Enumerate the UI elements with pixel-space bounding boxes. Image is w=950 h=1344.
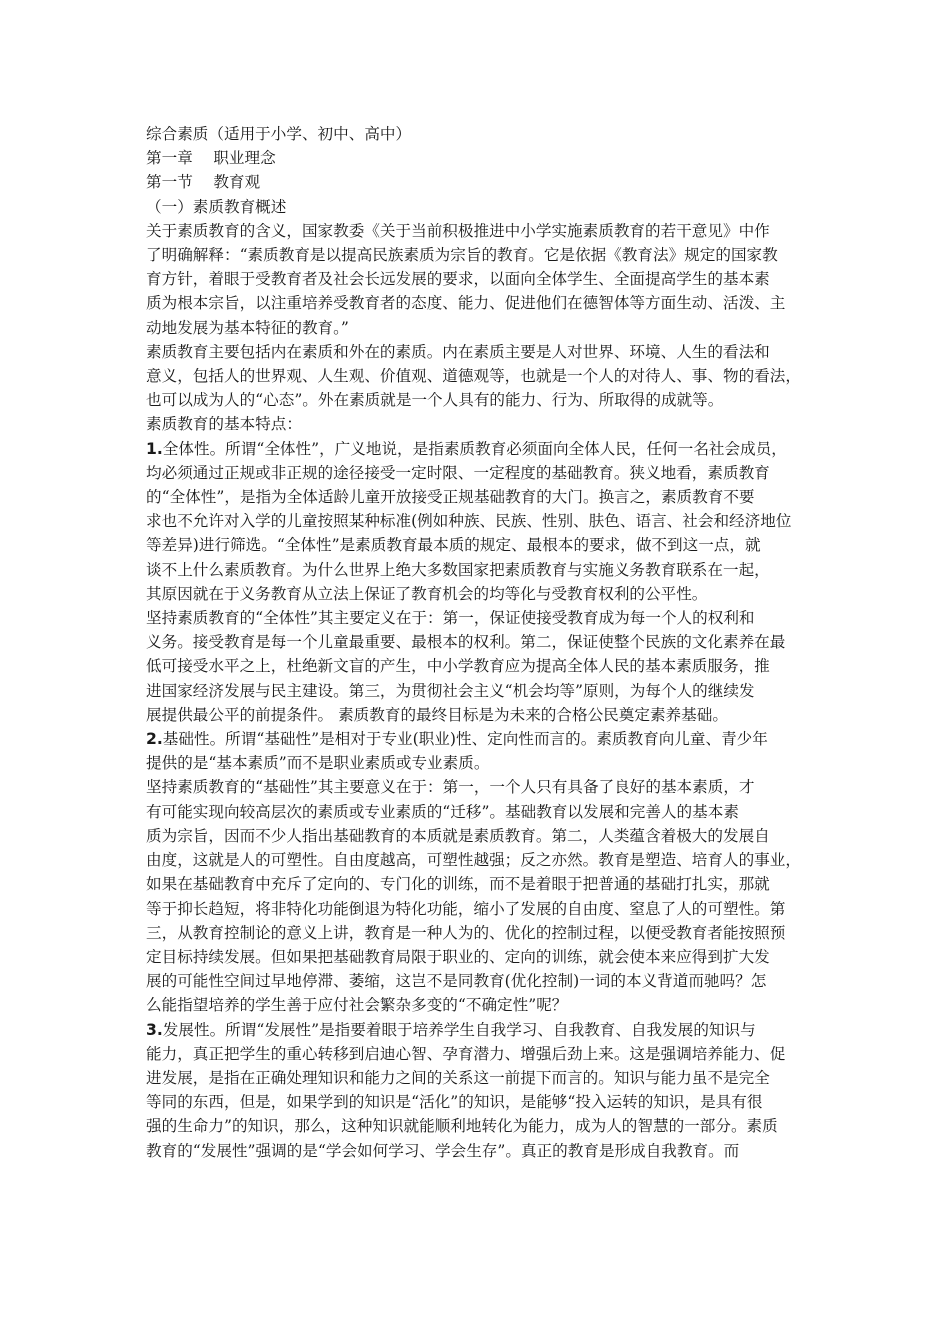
text-line — [146, 679, 816, 703]
text-line — [146, 388, 816, 412]
paragraph — [146, 1018, 816, 1163]
line-text: 素质教育的基本特点： — [146, 415, 302, 434]
paragraph — [146, 606, 816, 727]
text-line — [146, 437, 816, 461]
line-text: 动地发展为基本特征的教育。” — [146, 318, 349, 337]
line-text: 其原因就在于义务教育从立法上保证了教育机会的均等化与受教育权利的公平性。 — [146, 584, 708, 603]
line-text: 坚持素质教育的“基础性”其主要意义在于：第一，一个人只有具备了良好的基本素质，才 — [146, 778, 755, 797]
line-text: 义务。接受教育是每一个儿童最重要、最根本的权利。第二，保证使整个民族的文化素养在最 — [146, 633, 786, 652]
text-line — [146, 606, 816, 630]
paragraph — [146, 437, 816, 606]
text-line — [146, 1114, 816, 1138]
line-text: 等差异)进行筛选。“全体性”是素质教育最本质的规定、最根本的要求，做不到这一点，就 — [146, 536, 761, 555]
text-line — [146, 291, 816, 315]
text-line — [146, 897, 816, 921]
line-text: 均必须通过正规或非正规的途径接受一定时限、一定程度的基础教育。狭义地看，素质教育 — [146, 463, 770, 482]
text-line — [146, 727, 816, 751]
line-text: 素质教育主要包括内在素质和外在的素质。内在素质主要是人对世界、环境、人生的看法和 — [146, 342, 770, 361]
line-text: 由度，这就是人的可塑性。自由度越高，可塑性越强；反之亦然。教育是塑造、培育人的事业， — [146, 851, 801, 870]
text-line — [146, 993, 816, 1017]
text-line — [146, 848, 816, 872]
text-line — [146, 267, 816, 291]
line-text: 求也不允许对入学的儿童按照某种标准(例如种族、民族、性别、肤色、语言、社会和经济地位 — [146, 512, 792, 531]
line-text: 的“全体性”，是指为全体适龄儿童开放接受正规基础教育的大门。换言之，素质教育不要 — [146, 488, 755, 507]
line-text: 定目标持续发展。但如果把基础教育局限于职业的、定向的训练，就会使本来应得到扩大发 — [146, 947, 770, 966]
line-text: 教育的“发展性”强调的是“学会如何学习、学会生存”。真正的教育是形成自我教育。而 — [146, 1141, 740, 1160]
line-text: 发展性。所谓“发展性”是指要着眼于培养学生自我学习、自我教育、自我发展的知识与 — [162, 1020, 756, 1039]
line-text: 也可以成为人的“心态”。外在素质就是一个人具有的能力、行为、所取得的成就等。 — [146, 391, 724, 410]
text-line — [146, 630, 816, 654]
document-title: 综合素质（适用于小学、初中、高中） — [146, 125, 412, 143]
chapter-heading: 第一章 职业理念 — [146, 149, 276, 168]
text-line — [146, 654, 816, 678]
list-number: 1. — [146, 439, 163, 458]
line-text: 关于素质教育的含义，国家教委《关于当前积极推进中小学实施素质教育的若干意见》中作 — [146, 221, 770, 240]
text-line — [146, 751, 816, 775]
line-text: 低可接受水平之上，杜绝新文盲的产生，中小学教育应为提高全体人民的基本素质服务，推 — [146, 657, 770, 676]
text-line — [146, 485, 816, 509]
document-page — [146, 122, 816, 1163]
subsection-heading: （一）素质教育概述 — [146, 197, 287, 216]
text-line — [146, 800, 816, 824]
text-line — [146, 1042, 816, 1066]
line-text: 能力，真正把学生的重心转移到启迪心智、孕育潜力、增强后劲上来。这是强调培养能力、促 — [146, 1044, 786, 1063]
line-text: 全体性。所谓“全体性”，广义地说，是指素质教育必须面向全体人民，任何一名社会成员， — [162, 439, 787, 458]
line-text: 育方针，着眼于受教育者及社会长远发展的要求，以面向全体学生、全面提高学生的基本素 — [146, 270, 770, 289]
line-text: 谈不上什么素质教育。为什么世界上绝大多数国家把素质教育与实施义务教育联系在一起， — [146, 560, 770, 579]
list-number: 2. — [146, 730, 163, 749]
line-text: 质为根本宗旨，以注重培养受教育者的态度、能力、促进他们在德智体等方面生动、活泼、主 — [146, 294, 786, 313]
line-text: 基础性。所谓“基础性”是相对于专业(职业)性、定向性而言的。素质教育向儿童、青少年 — [162, 730, 768, 749]
list-number: 3. — [146, 1020, 163, 1039]
paragraph — [146, 412, 816, 436]
text-line — [146, 461, 816, 485]
text-line — [146, 1018, 816, 1042]
paragraph — [146, 775, 816, 1017]
paragraph — [146, 219, 816, 340]
line-text: 进发展，是指在正确处理知识和能力之间的关系这一前提下而言的。知识与能力虽不是完全 — [146, 1068, 770, 1087]
text-line — [146, 921, 816, 945]
line-text: 意义，包括人的世界观、人生观、价值观、道德观等，也就是一个人的对待人、事、物的看法， — [146, 367, 801, 386]
text-line — [146, 412, 816, 436]
line-text: 等同的东西，但是，如果学到的知识是“活化”的知识，是能够“投入运转的知识，是具有很 — [146, 1093, 763, 1112]
text-line — [146, 969, 816, 993]
text-line — [146, 703, 816, 727]
body-text — [146, 219, 816, 1163]
text-line — [146, 219, 816, 243]
line-text: 强的生命力”的知识，那么，这种知识就能顺利地转化为能力，成为人的智慧的一部分。素质 — [146, 1117, 778, 1136]
text-line — [146, 509, 816, 533]
line-text: 等于抑长趋短，将非特化功能倒退为特化功能，缩小了发展的自由度、窒息了人的可塑性。第 — [146, 899, 786, 918]
text-line — [146, 316, 816, 340]
text-line — [146, 1139, 816, 1163]
paragraph — [146, 727, 816, 775]
text-line — [146, 582, 816, 606]
text-line — [146, 945, 816, 969]
text-line — [146, 558, 816, 582]
text-line — [146, 1090, 816, 1114]
line-text: 坚持素质教育的“全体性”其主要定义在于：第一，保证使接受教育成为每一个人的权利和 — [146, 609, 755, 628]
text-line — [146, 533, 816, 557]
line-text: 展的可能性空间过早地停滞、萎缩，这岂不是同教育(优化控制)一词的本义背道而驰吗？怎 — [146, 972, 767, 991]
line-text: 三，从教育控制论的意义上讲，教育是一种人为的、优化的控制过程，以便受教育者能按照预 — [146, 923, 786, 942]
line-text: 提供的是“基本素质”而不是职业素质或专业素质。 — [146, 754, 490, 773]
line-text: 么能指望培养的学生善于应付社会繁杂多变的“不确定性”呢？ — [146, 996, 568, 1015]
text-line — [146, 775, 816, 799]
text-line — [146, 872, 816, 896]
text-line — [146, 340, 816, 364]
paragraph — [146, 340, 816, 413]
line-text: 了明确解释：“素质教育是以提高民族素质为宗旨的教育。它是依据《教育法》规定的国家教 — [146, 246, 778, 265]
text-line — [146, 364, 816, 388]
line-text: 质为宗旨，因而不少人指出基础教育的本质就是素质教育。第二，人类蕴含着极大的发展自 — [146, 826, 770, 845]
section-heading: 第一节 教育观 — [146, 173, 261, 192]
text-line — [146, 824, 816, 848]
text-line — [146, 1066, 816, 1090]
line-text: 展提供最公平的前提条件。 素质教育的最终目标是为未来的合格公民奠定素养基础。 — [146, 705, 728, 724]
line-text: 进国家经济发展与民主建设。第三，为贯彻社会主义“机会均等”原则，为每个人的继续发 — [146, 681, 755, 700]
line-text: 有可能实现向较高层次的素质或专业素质的“迁移”。基础教育以发展和完善人的基本素 — [146, 802, 739, 821]
text-line — [146, 243, 816, 267]
line-text: 如果在基础教育中充斥了定向的、专门化的训练，而不是着眼于把普通的基础打扎实，那就 — [146, 875, 770, 894]
